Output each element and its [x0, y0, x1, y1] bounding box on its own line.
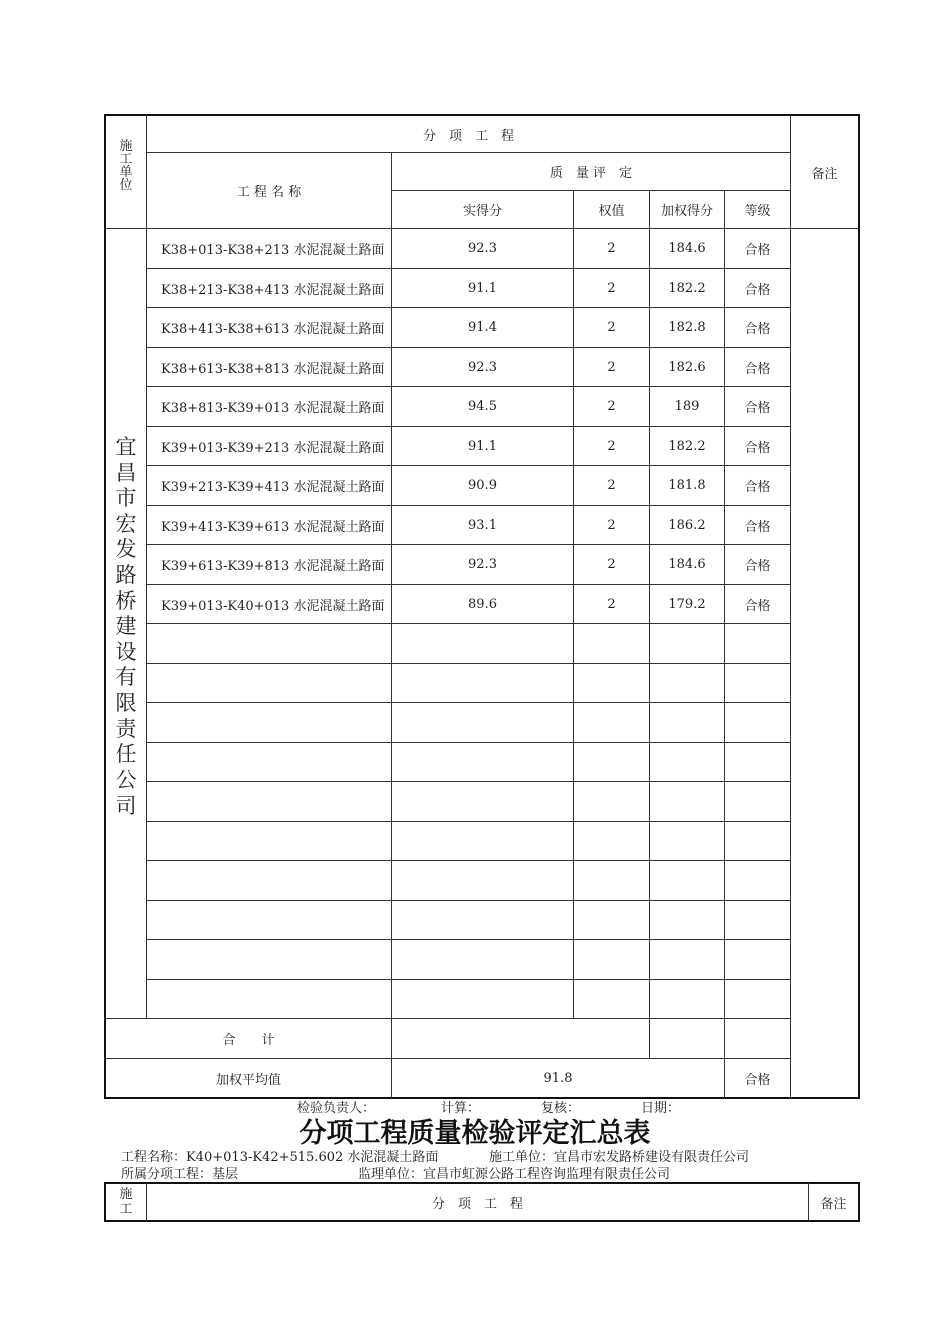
remark-header-2: 备注: [820, 1196, 847, 1212]
row-actual-score: 90.9: [468, 478, 497, 493]
calc-label: 计算：: [441, 1101, 481, 1116]
row-weight: 2: [607, 320, 616, 335]
row-actual-score: 92.3: [468, 241, 497, 256]
row-weight: 2: [607, 399, 616, 414]
row-weight: 2: [607, 280, 616, 296]
date-label: 日期：: [641, 1101, 681, 1116]
weighted-average-value: 91.8: [543, 1070, 573, 1086]
sub-project-info: 所属分项工程：基层: [121, 1167, 239, 1182]
construction-unit-header: 施 工 单 位: [119, 139, 133, 193]
row-project-name: K39+013-K39+213 水泥混凝土路面: [161, 440, 385, 456]
construction-unit-name: 宜 昌 市 宏 发 路 桥 建 设 有 限 责 任 公 司: [115, 435, 137, 818]
row-weight: 2: [607, 478, 616, 493]
row-grade: 合格: [744, 598, 771, 614]
weight-header: 权值: [598, 204, 625, 219]
inspector-label: 检验负责人：: [297, 1101, 376, 1116]
row-weight: 2: [607, 596, 616, 612]
row-project-name: K38+613-K38+813 水泥混凝土路面: [161, 361, 385, 377]
project-name-info: 工程名称：K40+013-K42+515.602 水泥混凝土路面: [121, 1150, 439, 1165]
row-grade: 合格: [744, 361, 771, 377]
row-actual-score: 91.4: [468, 320, 497, 335]
total-label: 合 计: [222, 1033, 275, 1048]
row-project-name: K39+013-K40+013 水泥混凝土路面: [161, 598, 385, 614]
row-weighted-score: 181.8: [668, 478, 706, 493]
row-grade: 合格: [744, 282, 771, 298]
row-weighted-score: 182.8: [668, 320, 706, 335]
row-grade: 合格: [744, 559, 771, 574]
row-project-name: K39+413-K39+613 水泥混凝土路面: [161, 519, 385, 535]
grade-header: 等级: [744, 204, 771, 219]
quality-evaluation-header: 质 量 评 定: [549, 166, 633, 181]
row-project-name: K38+013-K38+213 水泥混凝土路面: [161, 243, 385, 258]
row-grade: 合格: [744, 401, 771, 416]
row-weighted-score: 182.2: [668, 438, 706, 454]
remark-header: 备注: [811, 166, 838, 182]
row-weighted-score: 189: [674, 399, 700, 414]
row-actual-score: 92.3: [468, 557, 497, 572]
weighted-average-label: 加权平均值: [215, 1072, 281, 1088]
weighted-average-grade: 合格: [744, 1072, 771, 1088]
review-label: 复核：: [541, 1101, 581, 1116]
row-weight: 2: [607, 557, 616, 572]
row-project-name: K38+413-K38+613 水泥混凝土路面: [161, 322, 385, 337]
row-project-name: K39+613-K39+813 水泥混凝土路面: [161, 559, 385, 574]
row-project-name: K38+813-K39+013 水泥混凝土路面: [161, 401, 385, 416]
row-weight: 2: [607, 241, 616, 256]
row-grade: 合格: [744, 322, 771, 337]
row-actual-score: 94.5: [468, 399, 497, 414]
actual-score-header: 实得分: [462, 204, 502, 219]
row-actual-score: 92.3: [468, 359, 497, 375]
row-actual-score: 93.1: [468, 517, 497, 533]
construction-unit-header-2: 施 工: [119, 1187, 133, 1217]
row-project-name: K39+213-K39+413 水泥混凝土路面: [161, 480, 385, 495]
supervisor-info: 监理单位：宜昌市虹源公路工程咨询监理有限责任公司: [358, 1167, 671, 1182]
subitem-group-header: 分 项 工 程: [422, 128, 514, 144]
contractor-info: 施工单位：宜昌市宏发路桥建设有限责任公司: [489, 1150, 750, 1165]
row-actual-score: 91.1: [468, 280, 497, 296]
row-weighted-score: 184.6: [668, 241, 706, 256]
page-title: 分项工程质量检验评定汇总表: [299, 1118, 651, 1149]
project-name-header: 工 程 名 称: [236, 185, 302, 200]
weighted-score-header: 加权得分: [660, 204, 713, 219]
row-grade: 合格: [744, 243, 771, 258]
row-weighted-score: 182.6: [668, 359, 706, 375]
row-weighted-score: 184.6: [668, 557, 706, 572]
row-weighted-score: 179.2: [668, 596, 706, 612]
row-project-name: K38+213-K38+413 水泥混凝土路面: [161, 282, 385, 298]
row-grade: 合格: [744, 519, 771, 535]
subitem-group-header-2: 分 项 工 程: [431, 1196, 523, 1212]
row-weighted-score: 186.2: [668, 517, 706, 533]
row-weight: 2: [607, 359, 616, 375]
row-weighted-score: 182.2: [668, 280, 706, 296]
row-actual-score: 89.6: [468, 596, 497, 612]
row-grade: 合格: [744, 480, 771, 495]
row-weight: 2: [607, 517, 616, 533]
row-grade: 合格: [744, 440, 771, 456]
row-weight: 2: [607, 438, 616, 454]
row-actual-score: 91.1: [468, 438, 497, 454]
